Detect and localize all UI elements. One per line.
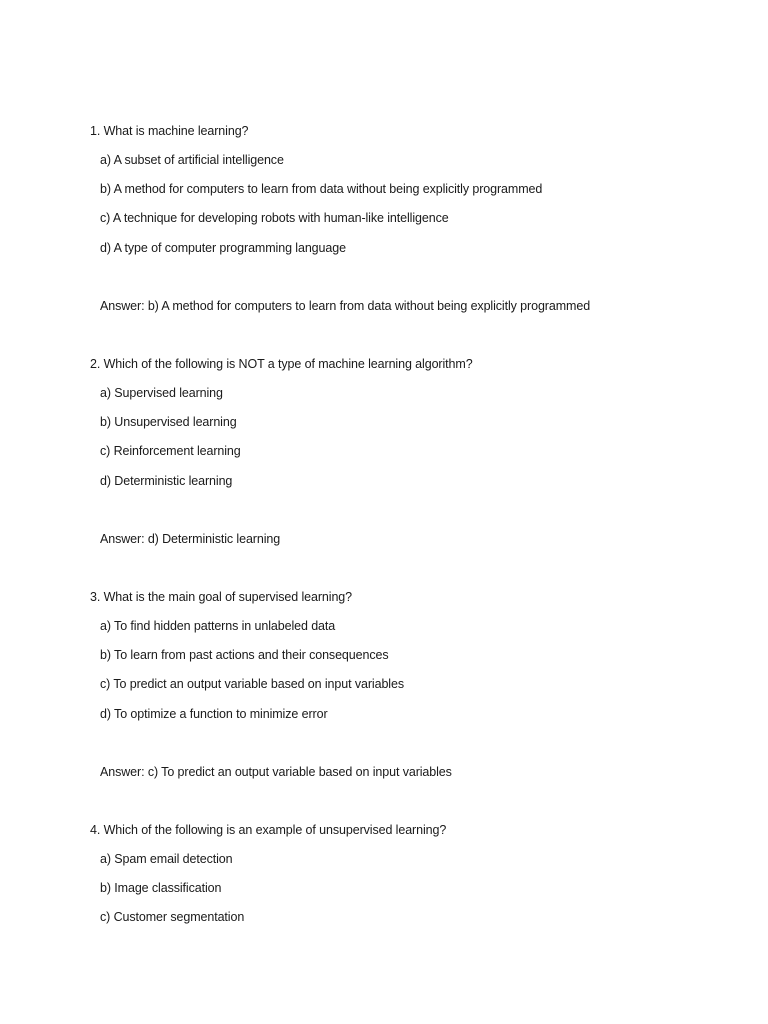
question-2-option-c: c) Reinforcement learning [100,444,241,458]
question-4-option-b: b) Image classification [100,881,222,895]
question-2-option-d: d) Deterministic learning [100,474,233,488]
question-3-option-a: a) To find hidden patterns in unlabeled data [100,619,336,633]
question-4-option-c: c) Customer segmentation [100,910,245,924]
question-1-option-b: b) A method for computers to learn from data without being explicitly programmed [100,182,543,196]
question-2: 2. Which of the following is NOT a type of machine learning algorithm? [90,357,473,371]
question-3-option-b: b) To learn from past actions and their consequences [100,648,389,662]
question-1-option-d: d) A type of computer programming language [100,241,346,255]
question-2-option-b: b) Unsupervised learning [100,415,237,429]
question-3-option-d: d) To optimize a function to minimize error [100,707,328,721]
question-3: 3. What is the main goal of supervised learning? [90,590,353,604]
question-1-option-c: c) A technique for developing robots with human-like intelligence [100,211,449,225]
question-3-answer: Answer: c) To predict an output variable based on input variables [100,765,452,779]
question-2-answer: Answer: d) Deterministic learning [100,532,281,546]
question-1-option-a: a) A subset of artificial intelligence [100,153,284,167]
question-4: 4. Which of the following is an example of unsupervised learning? [90,823,447,837]
question-3-option-c: c) To predict an output variable based on input variables [100,677,404,691]
question-2-option-a: a) Supervised learning [100,386,223,400]
question-1: 1. What is machine learning? [90,124,249,138]
question-1-answer: Answer: b) A method for computers to learn from data without being explicitly programmed [100,299,591,313]
question-4-option-a: a) Spam email detection [100,852,233,866]
